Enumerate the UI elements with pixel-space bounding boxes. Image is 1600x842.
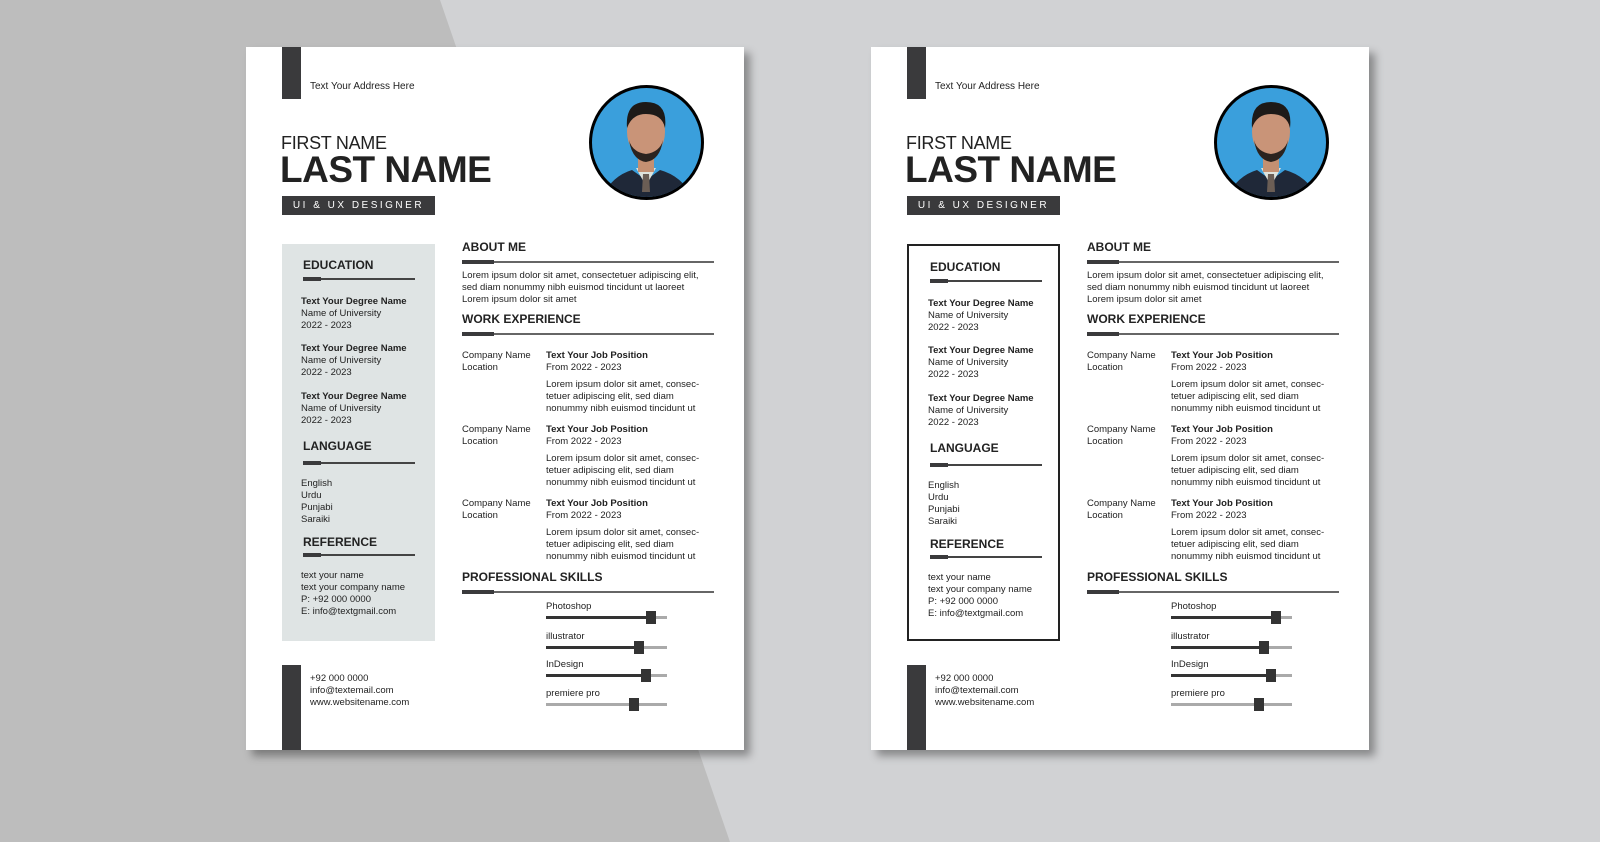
divider xyxy=(1087,333,1339,335)
work-company-block xyxy=(462,350,531,374)
divider xyxy=(462,261,714,263)
work-details xyxy=(546,498,699,563)
skill-level-bar xyxy=(546,674,667,677)
about-line: Lorem ipsum dolor sit amet xyxy=(462,294,577,305)
about-text xyxy=(462,270,699,306)
sidebar xyxy=(907,244,1060,641)
skills-heading: PROFESSIONAL SKILLS xyxy=(1087,570,1228,584)
sidebar xyxy=(282,244,435,641)
divider xyxy=(930,556,1042,558)
job-desc-line: Lorem ipsum dolor sit amet, consec- xyxy=(546,453,700,464)
reference-name: text your name xyxy=(928,572,991,583)
education-item xyxy=(301,343,407,379)
reference-company: text your company name xyxy=(928,584,1033,595)
skill-name: InDesign xyxy=(546,659,584,670)
skill-level-bar xyxy=(546,703,667,706)
divider xyxy=(303,462,415,464)
skill-level-fill xyxy=(546,646,639,649)
divider xyxy=(930,280,1042,282)
reference-email: E: info@textgmail.com xyxy=(928,608,1024,619)
footer-accent-bar xyxy=(907,665,926,750)
language-item: Saraiki xyxy=(928,516,958,527)
resume-page xyxy=(871,47,1369,750)
skill-name: premiere pro xyxy=(546,688,600,699)
skills-heading: PROFESSIONAL SKILLS xyxy=(462,570,603,584)
skill-name: InDesign xyxy=(1171,659,1209,670)
job-position: Text Your Job Position xyxy=(1171,350,1273,361)
language-item: Urdu xyxy=(928,492,949,503)
job-dates: From 2022 - 2023 xyxy=(546,362,622,373)
language-list xyxy=(928,480,960,528)
degree: Text Your Degree Name xyxy=(928,393,1034,404)
skill-level-fill xyxy=(546,674,646,677)
job-desc-line: tetuer adipiscing elit, sed diam xyxy=(546,539,674,550)
job-desc-line: tetuer adipiscing elit, sed diam xyxy=(546,465,674,476)
language-item: Punjabi xyxy=(301,502,333,513)
work-company-block xyxy=(462,424,531,448)
header-accent-bar xyxy=(282,47,301,99)
divider xyxy=(462,333,714,335)
education-item xyxy=(928,393,1034,429)
language-item: English xyxy=(928,480,960,491)
reference-email: E: info@textgmail.com xyxy=(301,606,397,617)
job-desc-line: Lorem ipsum dolor sit amet, consec- xyxy=(1171,379,1325,390)
company-name: Company Name xyxy=(462,498,531,509)
school: Name of University xyxy=(301,308,382,319)
profile-photo xyxy=(1214,85,1329,200)
language-heading: LANGUAGE xyxy=(930,441,999,455)
resume-page xyxy=(246,47,744,750)
education-item xyxy=(928,345,1034,381)
contact-phone: +92 000 0000 xyxy=(310,673,369,684)
divider xyxy=(1087,261,1339,263)
contact-email: info@textemail.com xyxy=(310,685,394,696)
contact-email: info@textemail.com xyxy=(935,685,1019,696)
education-heading: EDUCATION xyxy=(303,258,374,272)
job-desc-line: tetuer adipiscing elit, sed diam xyxy=(1171,391,1299,402)
divider xyxy=(1087,591,1339,593)
job-desc-line: nonummy nibh euismod tincidunt ut xyxy=(1171,477,1321,488)
work-heading: WORK EXPERIENCE xyxy=(462,312,581,326)
divider xyxy=(462,591,714,593)
company-name: Company Name xyxy=(462,424,531,435)
work-heading: WORK EXPERIENCE xyxy=(1087,312,1206,326)
work-company-block xyxy=(1087,498,1156,522)
about-line: Lorem ipsum dolor sit amet, consectetuer adipiscing elit, xyxy=(1087,270,1324,281)
skill-name: illustrator xyxy=(1171,631,1210,642)
degree: Text Your Degree Name xyxy=(928,345,1034,356)
company-name: Company Name xyxy=(462,350,531,361)
degree: Text Your Degree Name xyxy=(301,391,407,402)
last-name: LAST NAME xyxy=(905,149,1117,190)
skill-level-fill xyxy=(1171,674,1271,677)
school: Name of University xyxy=(928,310,1009,321)
reference-block xyxy=(928,572,1032,620)
about-line: sed diam nonummy nibh euismod tincidunt ut laoreet xyxy=(1087,282,1310,293)
location: Location xyxy=(462,362,498,373)
job-dates: From 2022 - 2023 xyxy=(1171,362,1247,373)
about-heading: ABOUT ME xyxy=(1087,240,1151,254)
company-name: Company Name xyxy=(1087,498,1156,509)
address: Text Your Address Here xyxy=(935,81,1040,92)
skill-level-knob xyxy=(1266,669,1276,682)
job-dates: From 2022 - 2023 xyxy=(1171,510,1247,521)
skill-level-bar xyxy=(1171,703,1292,706)
reference-company: text your company name xyxy=(301,582,406,593)
contact-phone: +92 000 0000 xyxy=(935,673,994,684)
skill-level-fill xyxy=(1171,616,1276,619)
job-position: Text Your Job Position xyxy=(546,350,648,361)
years: 2022 - 2023 xyxy=(928,417,979,428)
years: 2022 - 2023 xyxy=(301,415,352,426)
degree: Text Your Degree Name xyxy=(301,296,407,307)
education-heading: EDUCATION xyxy=(930,260,1001,274)
job-desc-line: tetuer adipiscing elit, sed diam xyxy=(1171,539,1299,550)
language-item: Urdu xyxy=(301,490,322,501)
job-dates: From 2022 - 2023 xyxy=(1171,436,1247,447)
work-company-block xyxy=(462,498,531,522)
first-name: FIRST NAME xyxy=(281,133,387,153)
last-name: LAST NAME xyxy=(280,149,492,190)
job-dates: From 2022 - 2023 xyxy=(546,436,622,447)
location: Location xyxy=(1087,436,1123,447)
language-item: Punjabi xyxy=(928,504,960,515)
location: Location xyxy=(462,510,498,521)
job-position: Text Your Job Position xyxy=(546,424,648,435)
language-item: Saraiki xyxy=(301,514,331,525)
header-accent-bar xyxy=(907,47,926,99)
job-desc-line: Lorem ipsum dolor sit amet, consec- xyxy=(546,527,700,538)
skill-level-bar xyxy=(546,616,667,619)
footer-accent-bar xyxy=(282,665,301,750)
job-position: Text Your Job Position xyxy=(546,498,648,509)
skill-level-knob xyxy=(634,641,644,654)
about-line: sed diam nonummy nibh euismod tincidunt ut laoreet xyxy=(462,282,685,293)
job-desc-line: nonummy nibh euismod tincidunt ut xyxy=(1171,403,1321,414)
skill-level-bar xyxy=(546,646,667,649)
company-name: Company Name xyxy=(1087,350,1156,361)
job-dates: From 2022 - 2023 xyxy=(546,510,622,521)
reference-block xyxy=(301,570,405,618)
reference-phone: P: +92 000 0000 xyxy=(928,596,998,607)
contact-website: www.websitename.com xyxy=(935,697,1035,708)
work-details xyxy=(1171,350,1324,415)
job-title-badge: UI & UX DESIGNER xyxy=(907,196,1060,215)
school: Name of University xyxy=(928,405,1009,416)
about-heading: ABOUT ME xyxy=(462,240,526,254)
school: Name of University xyxy=(301,355,382,366)
language-item: English xyxy=(301,478,333,489)
job-desc-line: Lorem ipsum dolor sit amet, consec- xyxy=(1171,453,1325,464)
about-text xyxy=(1087,270,1324,306)
skill-level-fill xyxy=(546,616,651,619)
years: 2022 - 2023 xyxy=(928,369,979,380)
degree: Text Your Degree Name xyxy=(928,298,1034,309)
job-desc-line: tetuer adipiscing elit, sed diam xyxy=(546,391,674,402)
job-position: Text Your Job Position xyxy=(1171,498,1273,509)
reference-phone: P: +92 000 0000 xyxy=(301,594,371,605)
job-title-badge: UI & UX DESIGNER xyxy=(282,196,435,215)
profile-photo xyxy=(589,85,704,200)
skill-level-knob xyxy=(1254,698,1264,711)
contact-block xyxy=(310,673,409,709)
work-details xyxy=(546,350,699,415)
years: 2022 - 2023 xyxy=(928,322,979,333)
reference-name: text your name xyxy=(301,570,364,581)
school: Name of University xyxy=(928,357,1009,368)
skill-level-fill xyxy=(1171,646,1264,649)
language-heading: LANGUAGE xyxy=(303,439,372,453)
work-details xyxy=(1171,498,1324,563)
school: Name of University xyxy=(301,403,382,414)
skill-level-knob xyxy=(1271,611,1281,624)
skill-level-bar xyxy=(1171,674,1292,677)
location: Location xyxy=(1087,510,1123,521)
years: 2022 - 2023 xyxy=(301,320,352,331)
first-name: FIRST NAME xyxy=(906,133,1012,153)
work-details xyxy=(1171,424,1324,489)
about-line: Lorem ipsum dolor sit amet xyxy=(1087,294,1202,305)
education-item xyxy=(928,298,1034,334)
skill-level-knob xyxy=(646,611,656,624)
work-company-block xyxy=(1087,350,1156,374)
contact-website: www.websitename.com xyxy=(310,697,410,708)
skill-level-bar xyxy=(1171,646,1292,649)
contact-block xyxy=(935,673,1034,709)
skill-name: premiere pro xyxy=(1171,688,1225,699)
work-details xyxy=(546,424,699,489)
degree: Text Your Degree Name xyxy=(301,343,407,354)
job-desc-line: Lorem ipsum dolor sit amet, consec- xyxy=(546,379,700,390)
divider xyxy=(303,278,415,280)
address: Text Your Address Here xyxy=(310,81,415,92)
reference-heading: REFERENCE xyxy=(930,537,1005,551)
skill-name: illustrator xyxy=(546,631,585,642)
location: Location xyxy=(1087,362,1123,373)
job-desc-line: nonummy nibh euismod tincidunt ut xyxy=(546,403,696,414)
reference-heading: REFERENCE xyxy=(303,535,378,549)
education-item xyxy=(301,296,407,332)
job-desc-line: tetuer adipiscing elit, sed diam xyxy=(1171,465,1299,476)
divider xyxy=(930,464,1042,466)
skill-level-knob xyxy=(641,669,651,682)
skill-name: Photoshop xyxy=(546,601,592,612)
company-name: Company Name xyxy=(1087,424,1156,435)
job-position: Text Your Job Position xyxy=(1171,424,1273,435)
job-desc-line: nonummy nibh euismod tincidunt ut xyxy=(1171,551,1321,562)
education-item xyxy=(301,391,407,427)
job-desc-line: nonummy nibh euismod tincidunt ut xyxy=(546,551,696,562)
years: 2022 - 2023 xyxy=(301,367,352,378)
job-desc-line: nonummy nibh euismod tincidunt ut xyxy=(546,477,696,488)
location: Location xyxy=(462,436,498,447)
divider xyxy=(303,554,415,556)
skill-level-knob xyxy=(1259,641,1269,654)
work-company-block xyxy=(1087,424,1156,448)
language-list xyxy=(301,478,333,526)
skill-level-bar xyxy=(1171,616,1292,619)
skill-name: Photoshop xyxy=(1171,601,1217,612)
about-line: Lorem ipsum dolor sit amet, consectetuer adipiscing elit, xyxy=(462,270,699,281)
job-desc-line: Lorem ipsum dolor sit amet, consec- xyxy=(1171,527,1325,538)
skill-level-knob xyxy=(629,698,639,711)
